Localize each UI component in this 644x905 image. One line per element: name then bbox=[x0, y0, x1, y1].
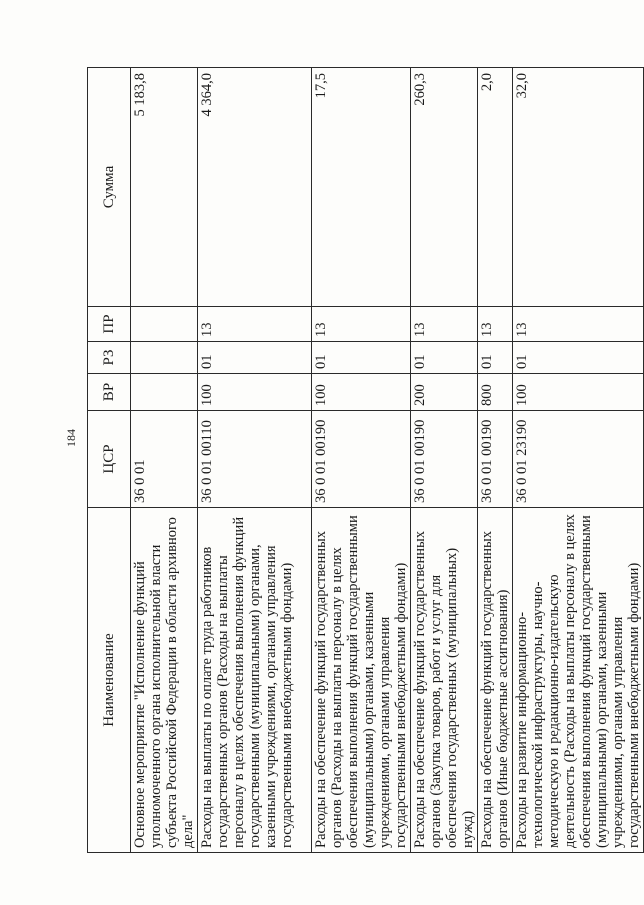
cell-rz bbox=[131, 342, 198, 374]
cell-name: Расходы на выплаты по оплате труда работников государственных органов (Расходы на выплаты персоналу в целях обеспечения выполнения функций государственными (муниципальными) органами, казенными учреждениями, органами управления государственными внебюджетными фондами) bbox=[198, 508, 312, 853]
cell-rz: 01 bbox=[411, 342, 478, 374]
table-row bbox=[411, 68, 478, 853]
cell-rz: 01 bbox=[478, 342, 513, 374]
cell-rz: 01 bbox=[513, 342, 644, 374]
cell-pr: 13 bbox=[478, 307, 513, 342]
cell-csr: 36 0 01 00190 bbox=[411, 411, 478, 508]
cell-sum: 5 183,8 bbox=[131, 68, 198, 307]
cell-sum: 260,3 bbox=[411, 68, 478, 307]
cell-vr: 800 bbox=[478, 374, 513, 411]
cell-vr: 200 bbox=[411, 374, 478, 411]
cell-vr: 100 bbox=[198, 374, 312, 411]
cell-pr: 13 bbox=[312, 307, 411, 342]
header-rz: РЗ bbox=[88, 342, 131, 374]
cell-rz: 01 bbox=[312, 342, 411, 374]
cell-pr: 13 bbox=[198, 307, 312, 342]
header-pr: ПР bbox=[88, 307, 131, 342]
cell-sum: 17,5 bbox=[312, 68, 411, 307]
table-row bbox=[198, 68, 312, 853]
header-name: Наименование bbox=[88, 508, 131, 853]
cell-pr bbox=[131, 307, 198, 342]
cell-name: Расходы на обеспечение функций государственных органов (Расходы на выплаты персоналу в целях обеспечения выполнения функций государственными (муниципальными) органами, казенными учреждениями, органами управления государственными внебюджетными фондами) bbox=[312, 508, 411, 853]
table-row bbox=[131, 68, 198, 853]
cell-pr: 13 bbox=[513, 307, 644, 342]
cell-sum: 4 364,0 bbox=[198, 68, 312, 307]
cell-vr: 100 bbox=[312, 374, 411, 411]
cell-name: Расходы на обеспечение функций государственных органов (Иные бюджетные ассигнования) bbox=[478, 508, 513, 853]
cell-csr: 36 0 01 00190 bbox=[478, 411, 513, 508]
cell-sum: 2,0 bbox=[478, 68, 513, 307]
header-sum: Сумма bbox=[88, 68, 131, 307]
header-csr: ЦСР bbox=[88, 411, 131, 508]
cell-csr: 36 0 01 23190 bbox=[513, 411, 644, 508]
page-number: 184 bbox=[64, 429, 78, 447]
budget-table bbox=[87, 67, 644, 853]
cell-name: Расходы на развитие информационно-технологической инфраструктуры, научно-методическую и редакционно-издательскую деятельность (Расходы на выплаты персоналу в целях обеспечения выполнения функций государственными (муниципальными) органами, казенными учреждениями, органами управления государственными внебюджетными фондами) bbox=[513, 508, 644, 853]
cell-csr: 36 0 01 bbox=[131, 411, 198, 508]
table-header-row bbox=[88, 68, 131, 853]
cell-rz: 01 bbox=[198, 342, 312, 374]
cell-sum: 32,0 bbox=[513, 68, 644, 307]
budget-table-rotated bbox=[87, 68, 642, 853]
header-vr: ВР bbox=[88, 374, 131, 411]
cell-name: Расходы на обеспечение функций государственных органов (Закупка товаров, работ и услуг для обеспечения государственных (муниципальных) нужд) bbox=[411, 508, 478, 853]
cell-csr: 36 0 01 00110 bbox=[198, 411, 312, 508]
cell-csr: 36 0 01 00190 bbox=[312, 411, 411, 508]
cell-vr bbox=[131, 374, 198, 411]
cell-vr: 100 bbox=[513, 374, 644, 411]
table-row bbox=[478, 68, 513, 853]
table-row bbox=[312, 68, 411, 853]
cell-name: Основное мероприятие "Исполнение функций уполномоченного органа исполнительной власти субъекта Российской Федерации в области архивного дела" bbox=[131, 508, 198, 853]
cell-pr: 13 bbox=[411, 307, 478, 342]
table-row bbox=[513, 68, 644, 853]
